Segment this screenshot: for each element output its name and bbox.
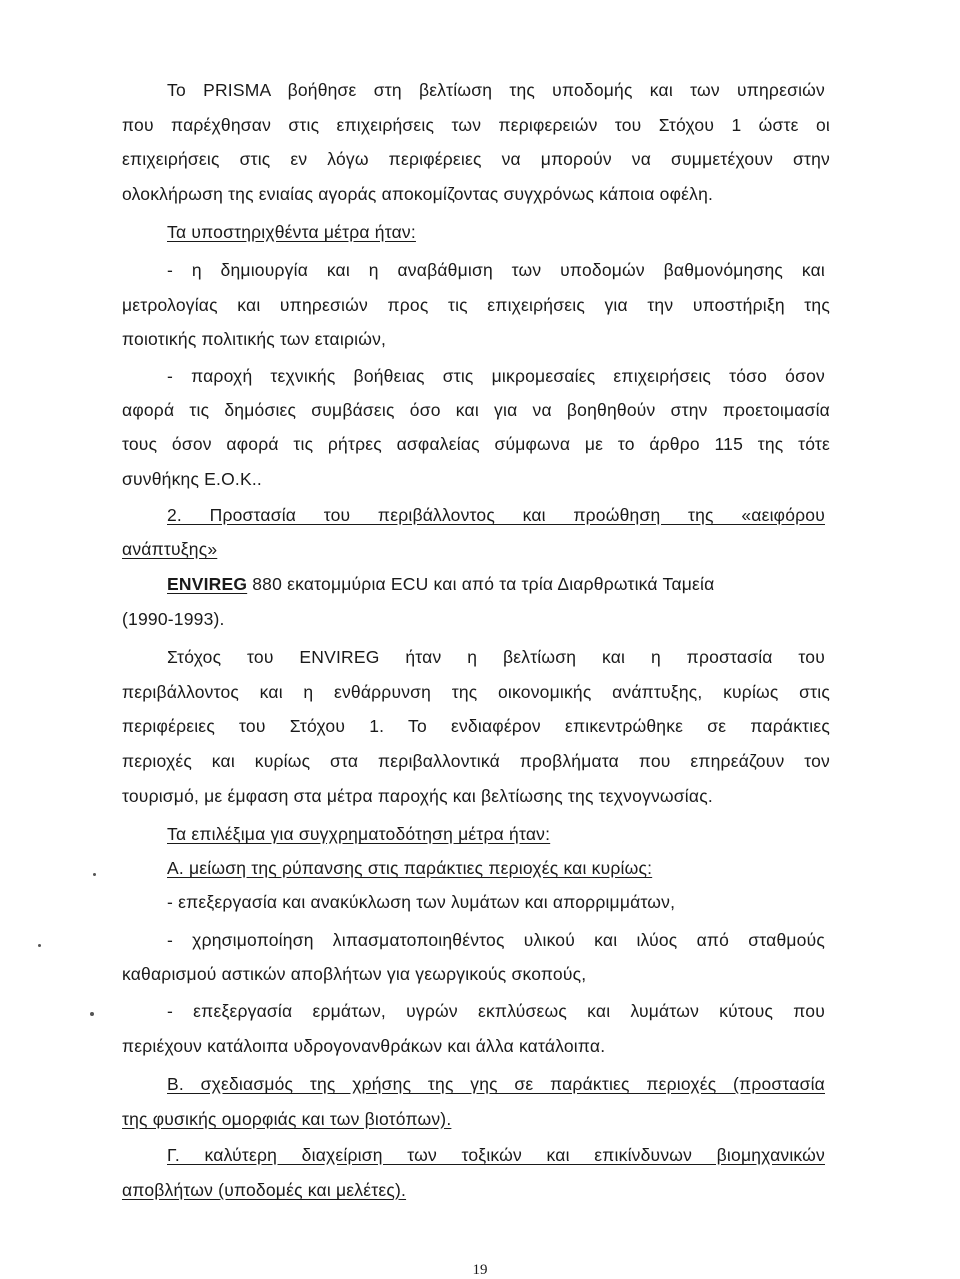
section-heading: Τα υποστηριχθέντα μέτρα ήταν: <box>167 222 416 242</box>
paragraph-line: περιβάλλοντος και η ενθάρρυνση της οικονομικής ανάπτυξης, κυρίως στις <box>122 682 830 702</box>
paragraph-line: Στόχος του ENVIREG ήταν η βελτίωση και η προστασία του <box>167 647 825 667</box>
bullet-line: τους όσον αφορά τις ρήτρες ασφαλείας σύμφωνα με το άρθρο 115 της τότε <box>122 434 830 454</box>
section-heading: 2. Προστασία του περιβάλλοντος και προώθηση της «αειφόρου <box>167 505 825 525</box>
bullet-line: - επεξεργασία και ανακύκλωση των λυμάτων και απορριμμάτων, <box>167 892 676 912</box>
page-number: 19 <box>472 1262 488 1278</box>
subsection-heading-g: Γ. καλύτερη διαχείριση των τοξικών και επικίνδυνων βιομηχανικών <box>167 1145 825 1165</box>
bullet-line: - παροχή τεχνικής βοήθειας στις μικρομεσαίες επιχειρήσεις τόσο όσον <box>167 366 825 386</box>
subsection-heading-g: αποβλήτων (υποδομές και μελέτες). <box>122 1180 407 1200</box>
bullet-line: αφορά τις δημόσιες συμβάσεις όσο και για να βοηθηθούν στην προετοιμασία <box>122 400 830 420</box>
scan-speck <box>38 944 41 947</box>
subsection-heading-a: Α. μείωση της ρύπανσης στις παράκτιες περιοχές και κυρίως: <box>167 858 653 878</box>
subsection-heading-b: της φυσικής ομορφιάς και των βιοτόπων). <box>122 1109 452 1129</box>
bullet-line: καθαρισμού αστικών αποβλήτων για γεωργικούς σκοπούς, <box>122 964 587 984</box>
bullet-line: μετρολογίας και υπηρεσιών προς τις επιχειρήσεις για την υποστήριξη της <box>122 295 830 315</box>
subsection-heading-b: Β. σχεδιασμός της χρήσης της γης σε παράκτιες περιοχές (προστασία <box>167 1074 825 1094</box>
paragraph-line: (1990-1993). <box>122 609 225 629</box>
envireg-label: ENVIREG <box>167 574 248 594</box>
section-heading: ανάπτυξης» <box>122 539 218 559</box>
paragraph-line: περιοχές και κυρίως στα περιβαλλοντικά προβλήματα που επηρεάζουν τον <box>122 751 830 771</box>
bullet-line: περιέχουν κατάλοιπα υδρογονανθράκων και άλλα κατάλοιπα. <box>122 1036 606 1056</box>
envireg-line <box>167 572 875 596</box>
scan-speck <box>93 873 96 876</box>
bullet-line: - επεξεργασία ερμάτων, υγρών εκπλύσεως και λυμάτων κύτους που <box>167 1001 825 1021</box>
paragraph-line: περιφέρειες του Στόχου 1. Το ενδιαφέρον επικεντρώθηκε σε παράκτιες <box>122 716 830 736</box>
paragraph-line: που παρέχθησαν στις επιχειρήσεις των περιφερειών του Στόχου 1 ώστε οι <box>122 115 830 135</box>
bullet-line: συνθήκης Ε.Ο.Κ.. <box>122 469 262 489</box>
paragraph-line: ολοκλήρωση της ενιαίας αγοράς αποκομίζοντας συγχρόνως κάποια οφέλη. <box>122 184 714 204</box>
bullet-line: - χρησιμοποίηση λιπασματοποιηθέντος υλικού και ιλύος από σταθμούς <box>167 930 825 950</box>
paragraph-line: Το PRISMA βοήθησε στη βελτίωση της υποδομής και των υπηρεσιών <box>167 80 825 100</box>
bullet-line: - η δημιουργία και η αναβάθμιση των υποδομών βαθμονόμησης και <box>167 260 825 280</box>
bullet-line: ποιοτικής πολιτικής των εταιριών, <box>122 329 387 349</box>
scan-speck <box>90 1012 94 1016</box>
paragraph-line: τουρισμό, με έμφαση στα μέτρα παροχής και βελτίωσης της τεχνογνωσίας. <box>122 786 713 806</box>
envireg-text: 880 εκατομμύρια ECU και από τα τρία Διαρθρωτικά Ταμεία <box>247 574 715 594</box>
paragraph-line: επιχειρήσεις στις εν λόγω περιφέρειες να μπορούν να συμμετέχουν στην <box>122 149 830 169</box>
section-heading: Τα επιλέξιμα για συγχρηματοδότηση μέτρα ήταν: <box>167 824 551 844</box>
